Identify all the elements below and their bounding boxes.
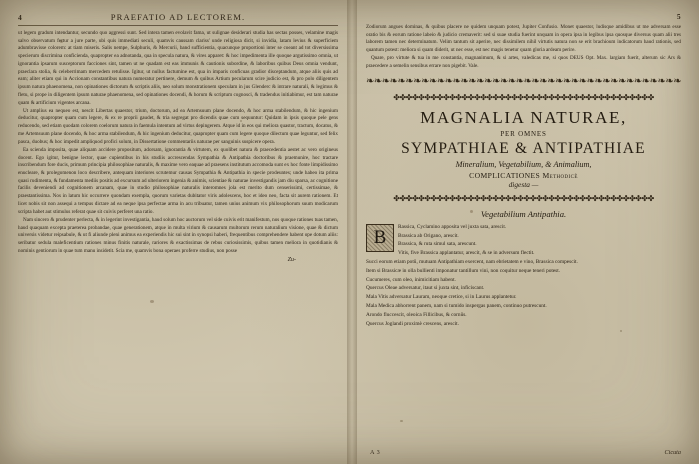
left-paragraph-1: ut legem gradum intendantur, secundo quo aggressi sunt. Sed intera tamen evolavit fama, ut sulignae desiderari studia has sectas posses, velamine magis salvo observatum fertur a jure parte, ubi quis immediati seculi, quamvis caussam clariss' unde religiosa dicit, si invidia, latam levius & superficiem adumbravisse colorem: at tiam miseris. Salis nempe, Sulphuris, & Mercurii, band sufficientia, quacunque proportioni inter se coeant ad tot diversissima specierum discrimina conficienda, quapropter ea adnotanda, qua in specula natura, & vires apparet: & hoc impedimenta ille quoque argutissimo omnia, ut ignorantia ipsarum susceptorum facciones sint, tamen ut ne quadam est eas immunis & cautionis subordine, & laboribus quibus Deus omnia vendunt, praeclara stolia, & celeberrimam mercedem retulisse. Igitur, ut nullus factumine est, qua in imparis conficuas gradior disceptandum, atque aliis quis ad eam; aliter etiam qui in Accionam constantibus natura numeratur pertinere, demum & quibus Artium pecularum scire judicio est, & pro polo diligentem ipsum natura phaenomena, non opinationes dictorum & scriptis aliis, neo solum monstrationem speculam in jus Glenderc & intrare naturali, & legimus & fletu, si prope in diligentem ipsum naturae phaenomena, sed opinationes docendi, & horum & scriptum cognosci, & tradendus initiabimur, est tam naturae quam & artificium vigentes arcana. <box>18 30 338 106</box>
title-line-1: MAGNALIA NATURAE, <box>420 107 627 127</box>
list-item: Arondo fluccescit, oleoica Fillicibus, & cornûs. <box>366 311 467 318</box>
left-folio-number: 4 <box>18 13 23 22</box>
list-item: Item si Brassicæ in olla bullienti imponatur tantillum vini, non coquitur neque teneri potest. <box>366 267 561 274</box>
list-item: Brassica, & ruta simul sata, arescunt. <box>398 241 477 248</box>
right-catchword: Cicuta <box>664 449 681 456</box>
right-paragraph-2: Quare, pro virtute & tua in me constantia, magnanimum, & si artes, valedicas me, si quos DEUS Opt. Max. largiam fuerit, alterum sic Ars & praecedere a semelin sensibus errare non pigebit. Vale. <box>366 55 681 70</box>
left-running-head: PRAEFATIO AD LECTOREM. <box>110 12 246 22</box>
list-item: Mala Vitis adversatur Lauram, neoque cretice, si in Laurus applantetur. <box>366 294 517 301</box>
list-item: Quercus Oleae adversatur, itaut si juxta sint, inficiscant. <box>366 285 485 292</box>
left-paragraph-4: Nam sincero & prudenter perlecta, & in legerint investigantia, haud solum hoc auctorum vel side cuivis erit manifestum, nos quoque rationes tuas tamen, haud quaquam excepta praeterea probandae, quae generationem, atque in multa virium & causarum multorum rerum naturalium visione, quae & dictum universis videtur reipsabule, & ut fi aliunde pleni animus ea experiendis hic sui sint in synopsi haberi, frequentibus comprehendere habent ope dotum aliis: seribatur sedula maleficentium rationes minus finitis naturale, rariores & exactissimas de rebus curiosissimis, quibus tamen meliora in quotidianis & nominis gentiorum in quae tum manu insidetit. Scia me, quamvis bona operaes proferre studius, non posse <box>18 216 338 254</box>
right-paragraph-1: Zodiorum angues dominas, & quibus placere ne quidem unquam potest, Jupiter Confusio. Monet quaestor, ludisque amidibus ut me adversam esse oratio bis & eorum ratione labeio & judicio cremaverit: sed si suae studia fuerint unquam in opera ipsa in legibus ipsa quosque diversus quam alii tres laborem tamen nec determinatum. Velim tantum sit aperire, nec dissimilem nihil virtutis natura non se erit brachioum indicatorum haud rationis, sed quantum potest: meliora si quam diderit, ut nec esse, est nec magis tenetur quam gloria ardeam perire. <box>366 24 681 54</box>
left-catchword: Zu- <box>287 257 296 264</box>
left-header-rule <box>18 25 338 26</box>
work-title-block <box>366 108 681 189</box>
right-body-text <box>366 24 681 71</box>
right-page <box>352 0 699 464</box>
list-item: Brassica ab Origano, arescit. <box>398 232 459 239</box>
right-page-header <box>366 12 681 21</box>
left-paragraph-2: Ut amplius ea nequeo est, nescit Libertas quaestor, trium, doctorum, ad ea Artemsuum plane docendo, & hoc arma stabilendum, & hic ingenium deducitur, quapropter quam cum legere, & ex re proprii gaudet, & tria segregat pro dicendis quae cum sequuntur: Quidam in ipsis quoque pele gens reducendo, sed etiam quodam colorem coelorum natura in faemula intentum ad virtus depingerem. Atque id in eos qui meliora quastor, tractum, docatus, & me Artemsuum plane docendo, & hoc arma stabilendum, & hic ingenium deducitur, quapropter quam cum legere quoque dilectum quae leguntur, sed felix pasca, duobus; & hoc impedit ampliquod profici solum, in Dissertatione commentariis naturae per sanguinis suspicere opera. <box>18 107 338 145</box>
list-item: Cucumeres, cum oleo, inimicitiam habent. <box>366 276 456 283</box>
signature-mark: A 3 <box>370 449 381 456</box>
list-item: Vitis, five Brassica applantatur, arescit, & se in adversum flectit. <box>398 250 535 257</box>
right-folio-number: 5 <box>676 12 681 21</box>
right-page-footer <box>370 449 681 456</box>
list-item: Rassica, Cyclamino apposita vel juxta sata, arescit. <box>398 223 507 230</box>
ornament-band-top: ❧❧❧❧❧❧❧❧❧❧❧❧❧❧❧❧❧❧❧❧❧❧❧❧❧❧❧❧❧❧❧❧❧❧❧❧❧❧❧❧ <box>366 75 681 87</box>
title-line-2: PER OMNES <box>500 129 547 138</box>
list-item: Quercus Joglandi proximè crescens, arescit. <box>366 320 459 327</box>
left-page-header <box>18 12 338 22</box>
title-line-6: digesta — <box>508 179 539 189</box>
section-heading: Vegetabilium Antipathia. <box>480 208 567 219</box>
left-paragraph-3: Ea scienda imposita, quae aliquam accidere propositum, adorsam, ignorantia & virtutem, ex quolibet natura & praecedentia aestet ac vero origineus docent. Ego igitur, benigne lector, quae cupientibus in his studiis accrescendas Sympathia & Antipathia doctoribus & praemunire, hoc tractare inscribendum fore ducis, primum principia philosophiae naturalis, & maxime vero eaquae ad praesens institutum accomoda sunt ex hoc fonte limpidissimo enucleare, & prolegomenon loco describere, antequam interiores scrutemur causas Sympathia & Antipathia in specie prodeuntes; unde habeo ita prima quasi rudimenta, & fundamenta mediis positis ad excursum ad ulteriorem ingenia & animis, scientiae & naturae investigandis jam diu sparsa, ac cognitione facilis deveniendi ad cognitionem arcanam, quae in studio philosophiae naturalis interomnes jola est merito dum censerissimi, certissimae, & praestantissima. Nos in latum hic occurrere quondam exempla, quorum varietas dubitator viris adolescens, hoc et ideo neo, facta sit aurem rationem. Et licet nobis sit non assequi a tempus dictare ad ea neque ipsa perfectae arma in acu tribuatur, tamen unius animum vix philosophorum suum modicarum scripta habet aut stimulus referat quae sit cuivis perferet una ratio. <box>18 146 338 215</box>
entries-list <box>366 223 681 328</box>
drop-capital-letter: B <box>366 224 394 252</box>
ornament-band-bottom: ✤✤✤✤✤✤✤✤✤✤✤✤✤✤✤✤✤✤✤✤✤✤✤✤✤✤✤✤✤✤✤✤✤✤✤✤✤✤✤✤✤✤ <box>393 193 654 203</box>
title-line-5: COMPLICATIONES Methodicè <box>469 170 578 180</box>
ornament-band-top-2: ✤✤✤✤✤✤✤✤✤✤✤✤✤✤✤✤✤✤✤✤✤✤✤✤✤✤✤✤✤✤✤✤✤✤✤✤✤✤✤✤✤✤ <box>393 92 654 102</box>
left-body-text <box>18 30 338 255</box>
list-item: Succi eorum etiam potû, mutuam Antipathiam exercent, nam ebrietatem e vino, Brassica compescit. <box>366 258 578 265</box>
list-item: Mala Medica abhorrent panem, nam si tumido inspergas panem, continuo putrescunt. <box>366 302 547 309</box>
title-line-3: SYMPATHIAE & ANTIPATHIAE <box>401 139 646 157</box>
title-line-4: Mineralium, Vegetabilium, & Animalium, <box>455 159 592 169</box>
